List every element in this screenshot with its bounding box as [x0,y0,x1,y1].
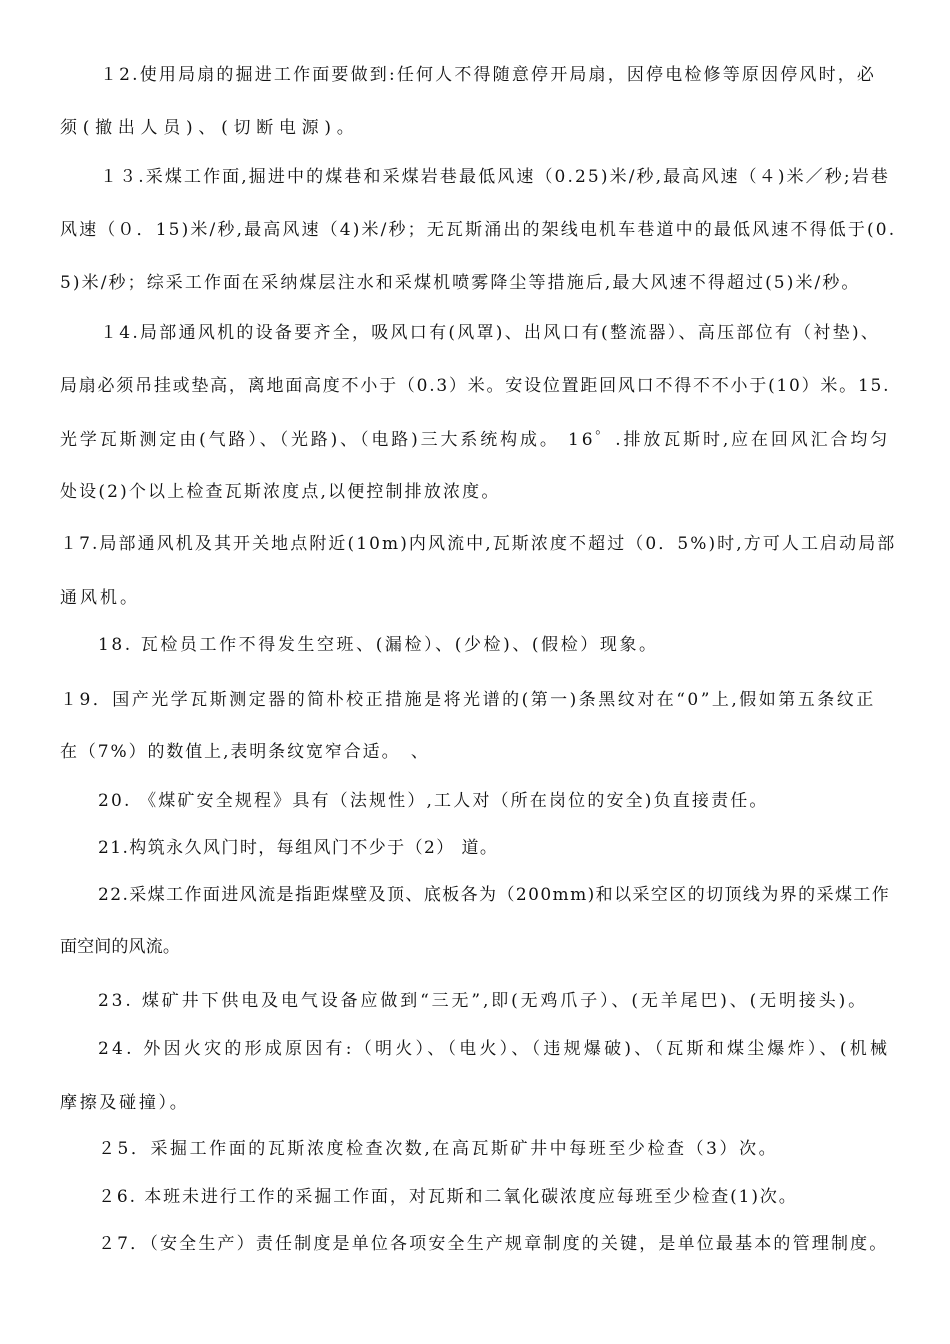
text-line-19: 23. 煤矿井下供电及电气设备应做到“三无”,即(无鸡爪子）、(无羊尾巴)、(无明接头)。 [98,991,869,1011]
text-line-7: 局扇必须吊挂或垫高，离地面高度不小于（0.3）米。安设位置距回风口不得不不小于(10）米。15. [60,376,891,396]
text-line-24: ２7．（安全生产）责任制度是单位各项安全生产规章制度的关键，是单位最基本的管理制度。 [98,1234,889,1254]
text-line-1: １2.使用局扇的掘进工作面要做到:任何人不得随意停开局扇，因停电检修等原因停风时，必 [100,65,877,85]
text-line-2: 须(撤出人员)、(切断电源)。 [60,118,360,138]
text-line-18: 面空间的风流。 [60,937,180,957]
text-line-23: ２6. 本班未进行工作的采掘工作面，对瓦斯和二氧化碳浓度应每班至少检查(1)次。 [98,1187,798,1207]
text-line-4: 风速（０．15)米/秒,最高风速（4)米/秒；无瓦斯涌出的架线电机车巷道中的最低风速不得低于(0. [60,220,897,240]
text-line-5: 5)米/秒；综采工作面在采纳煤层注水和采煤机喷雾降尘等措施后,最大风速不得超过(5)米/秒。 [60,273,861,293]
text-line-22: ２5．采掘工作面的瓦斯浓度检查次数,在高瓦斯矿井中每班至少检查（3）次。 [98,1139,779,1159]
text-line-20: 24. 外因火灾的形成原因有:（明火）、（电火）、（违规爆破)、（瓦斯和煤尘爆炸）、(机械 [98,1039,891,1059]
text-line-9: 处设(2)个以上检查瓦斯浓度点,以便控制排放浓度。 [60,482,501,502]
text-line-16: 21.构筑永久风门时，每组风门不少于（2） 道。 [98,838,499,858]
text-line-12: 18. 瓦检员工作不得发生空班、(漏检）、(少检)、(假检）现象。 [98,635,659,655]
text-line-14: 在（7%）的数值上,表明条纹宽窄合适。 、 [60,742,430,762]
text-line-15: 20. 《煤矿安全规程》具有（法规性）,工人对（所在岗位的安全)负直接责任。 [98,791,769,811]
text-line-17: 22.采煤工作面进风流是指距煤壁及顶、底板各为（200mm)和以采空区的切顶线为界的采煤工作 [98,885,891,905]
text-line-11: 通风机。 [60,588,140,608]
text-line-13: １9．国产光学瓦斯测定器的简朴校正措施是将光谱的(第一)条黑纹对在“0”上,假如第五条纹正 [60,690,876,710]
text-line-8: 光学瓦斯测定由(气路）、（光路)、（电路)三大系统构成。 16゜.排放瓦斯时,应在回风汇合均匀 [60,430,891,450]
text-line-21: 摩擦及碰撞）。 [60,1093,190,1113]
text-line-3: １３.采煤工作面,掘进中的煤巷和采煤岩巷最低风速（0.25)米/秒,最高风速（４)米／秒;岩巷 [100,167,890,187]
text-line-6: １4.局部通风机的设备要齐全，吸风口有(风罩)、出风口有(整流器）、高压部位有（衬垫)、 [100,323,881,343]
text-line-10: １7.局部通风机及其开关地点附近(10m)内风流中,瓦斯浓度不超过（0．5%)时,方可人工启动局部 [60,534,897,554]
